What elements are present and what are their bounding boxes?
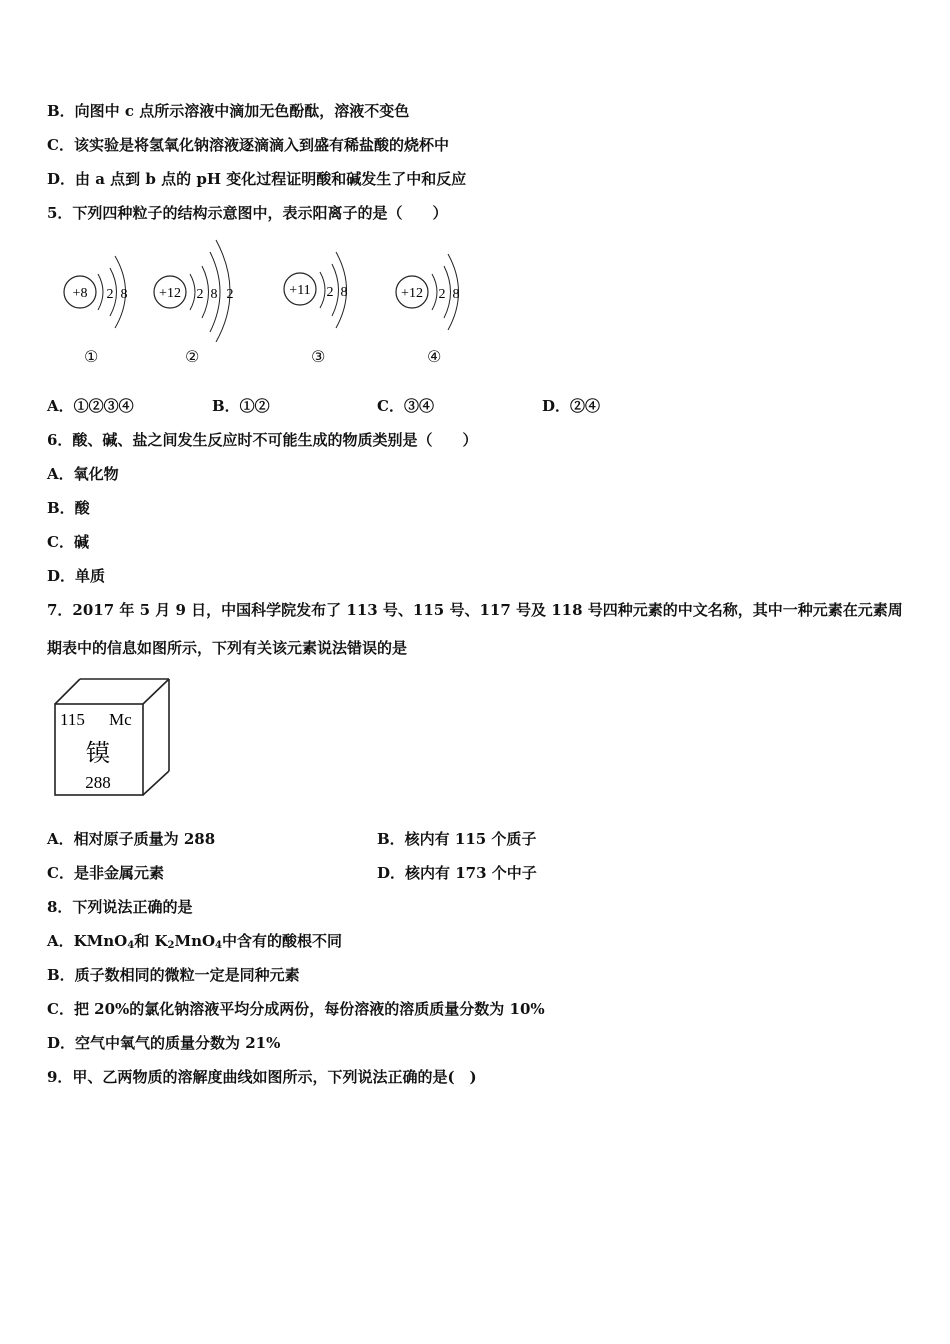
atom-4-shell-2: 8 bbox=[452, 287, 460, 302]
q8-option-c: C．把 20%的氯化钠溶液平均分成两份，每份溶液的溶质质量分数为 10% bbox=[47, 1000, 545, 1018]
atom-label-4: ④ bbox=[427, 347, 442, 366]
atom-diagram-4 bbox=[390, 232, 470, 346]
element-symbol: Mc bbox=[109, 710, 132, 729]
q7-option-c: C．是非金属元素 bbox=[47, 864, 164, 882]
q5-option-a: A．①②③④ bbox=[47, 397, 134, 415]
q8-option-b: B．质子数相同的微粒一定是同种元素 bbox=[47, 966, 300, 984]
atom-4-shell-1: 2 bbox=[438, 287, 446, 302]
q6-option-c: C．碱 bbox=[47, 533, 89, 551]
q4-option-c: C．该实验是将氢氧化钠溶液逐滴滴入到盛有稀盐酸的烧杯中 bbox=[47, 136, 449, 154]
q6-stem: 6．酸、碱、盐之间发生反应时不可能生成的物质类别是（ ） bbox=[47, 431, 478, 449]
atom-1-shell-1: 2 bbox=[106, 287, 114, 302]
q5-option-d: D．②④ bbox=[542, 397, 601, 415]
atom-2-shell-1: 2 bbox=[196, 287, 204, 302]
q6-option-d: D．单质 bbox=[47, 567, 106, 585]
q5-option-c: C．③④ bbox=[377, 397, 434, 415]
atom-1-nucleus: +8 bbox=[72, 286, 88, 301]
atom-2-nucleus: +12 bbox=[159, 286, 181, 301]
atom-3-nucleus: +11 bbox=[289, 283, 311, 298]
q5-option-b: B．①② bbox=[212, 397, 270, 415]
atom-label-3: ③ bbox=[311, 347, 326, 366]
atom-4-nucleus: +12 bbox=[401, 286, 423, 301]
atom-1-shell-2: 8 bbox=[120, 287, 128, 302]
q4-option-d: D．由 a 点到 b 点的 pH 变化过程证明酸和碱发生了中和反应 bbox=[47, 170, 467, 188]
element-name: 镆 bbox=[86, 741, 110, 767]
q5-stem: 5．下列四种粒子的结构示意图中，表示阳离子的是（ ） bbox=[47, 204, 448, 222]
atom-diagram-3 bbox=[278, 232, 358, 346]
q7-stem-line1: 7．2017 年 5 月 9 日，中国科学院发布了 113 号、115 号、117 号及 118 号四种元素的中文名称，其中一种元素在元素周 bbox=[47, 601, 903, 619]
q9-stem: 9．甲、乙两物质的溶解度曲线如图所示，下列说法正确的是( ) bbox=[47, 1068, 477, 1086]
element-cell-figure bbox=[52, 677, 177, 803]
q4-option-b: B．向图中 c 点所示溶液中滴加无色酚酞，溶液不变色 bbox=[47, 102, 410, 120]
q7-option-b: B．核内有 115 个质子 bbox=[377, 830, 537, 848]
q6-option-b: B．酸 bbox=[47, 499, 90, 517]
element-atomic-number: 115 bbox=[60, 710, 85, 729]
q7-option-d: D．核内有 173 个中子 bbox=[377, 864, 537, 882]
q8-option-a: A．KMnO$_4$和 $K_2MnO_4$中含有的酸根不同 bbox=[47, 932, 343, 951]
atom-3-shell-2: 8 bbox=[340, 285, 348, 300]
atom-label-1: ① bbox=[84, 347, 99, 366]
q8-stem: 8．下列说法正确的是 bbox=[47, 898, 193, 916]
atom-label-2: ② bbox=[185, 347, 200, 366]
q7-option-a: A．相对原子质量为 288 bbox=[47, 830, 216, 848]
q6-option-a: A．氧化物 bbox=[47, 465, 119, 483]
q7-stem-line2: 期表中的信息如图所示，下列有关该元素说法错误的是 bbox=[47, 639, 408, 657]
atom-diagram-1 bbox=[58, 232, 138, 346]
atom-2-shell-3: 2 bbox=[226, 287, 234, 302]
element-mass: 288 bbox=[85, 773, 111, 792]
atom-2-shell-2: 8 bbox=[210, 287, 218, 302]
q8-option-d: D．空气中氧气的质量分数为 21% bbox=[47, 1034, 281, 1052]
atom-diagram-2 bbox=[148, 232, 248, 346]
atom-3-shell-1: 2 bbox=[326, 285, 334, 300]
